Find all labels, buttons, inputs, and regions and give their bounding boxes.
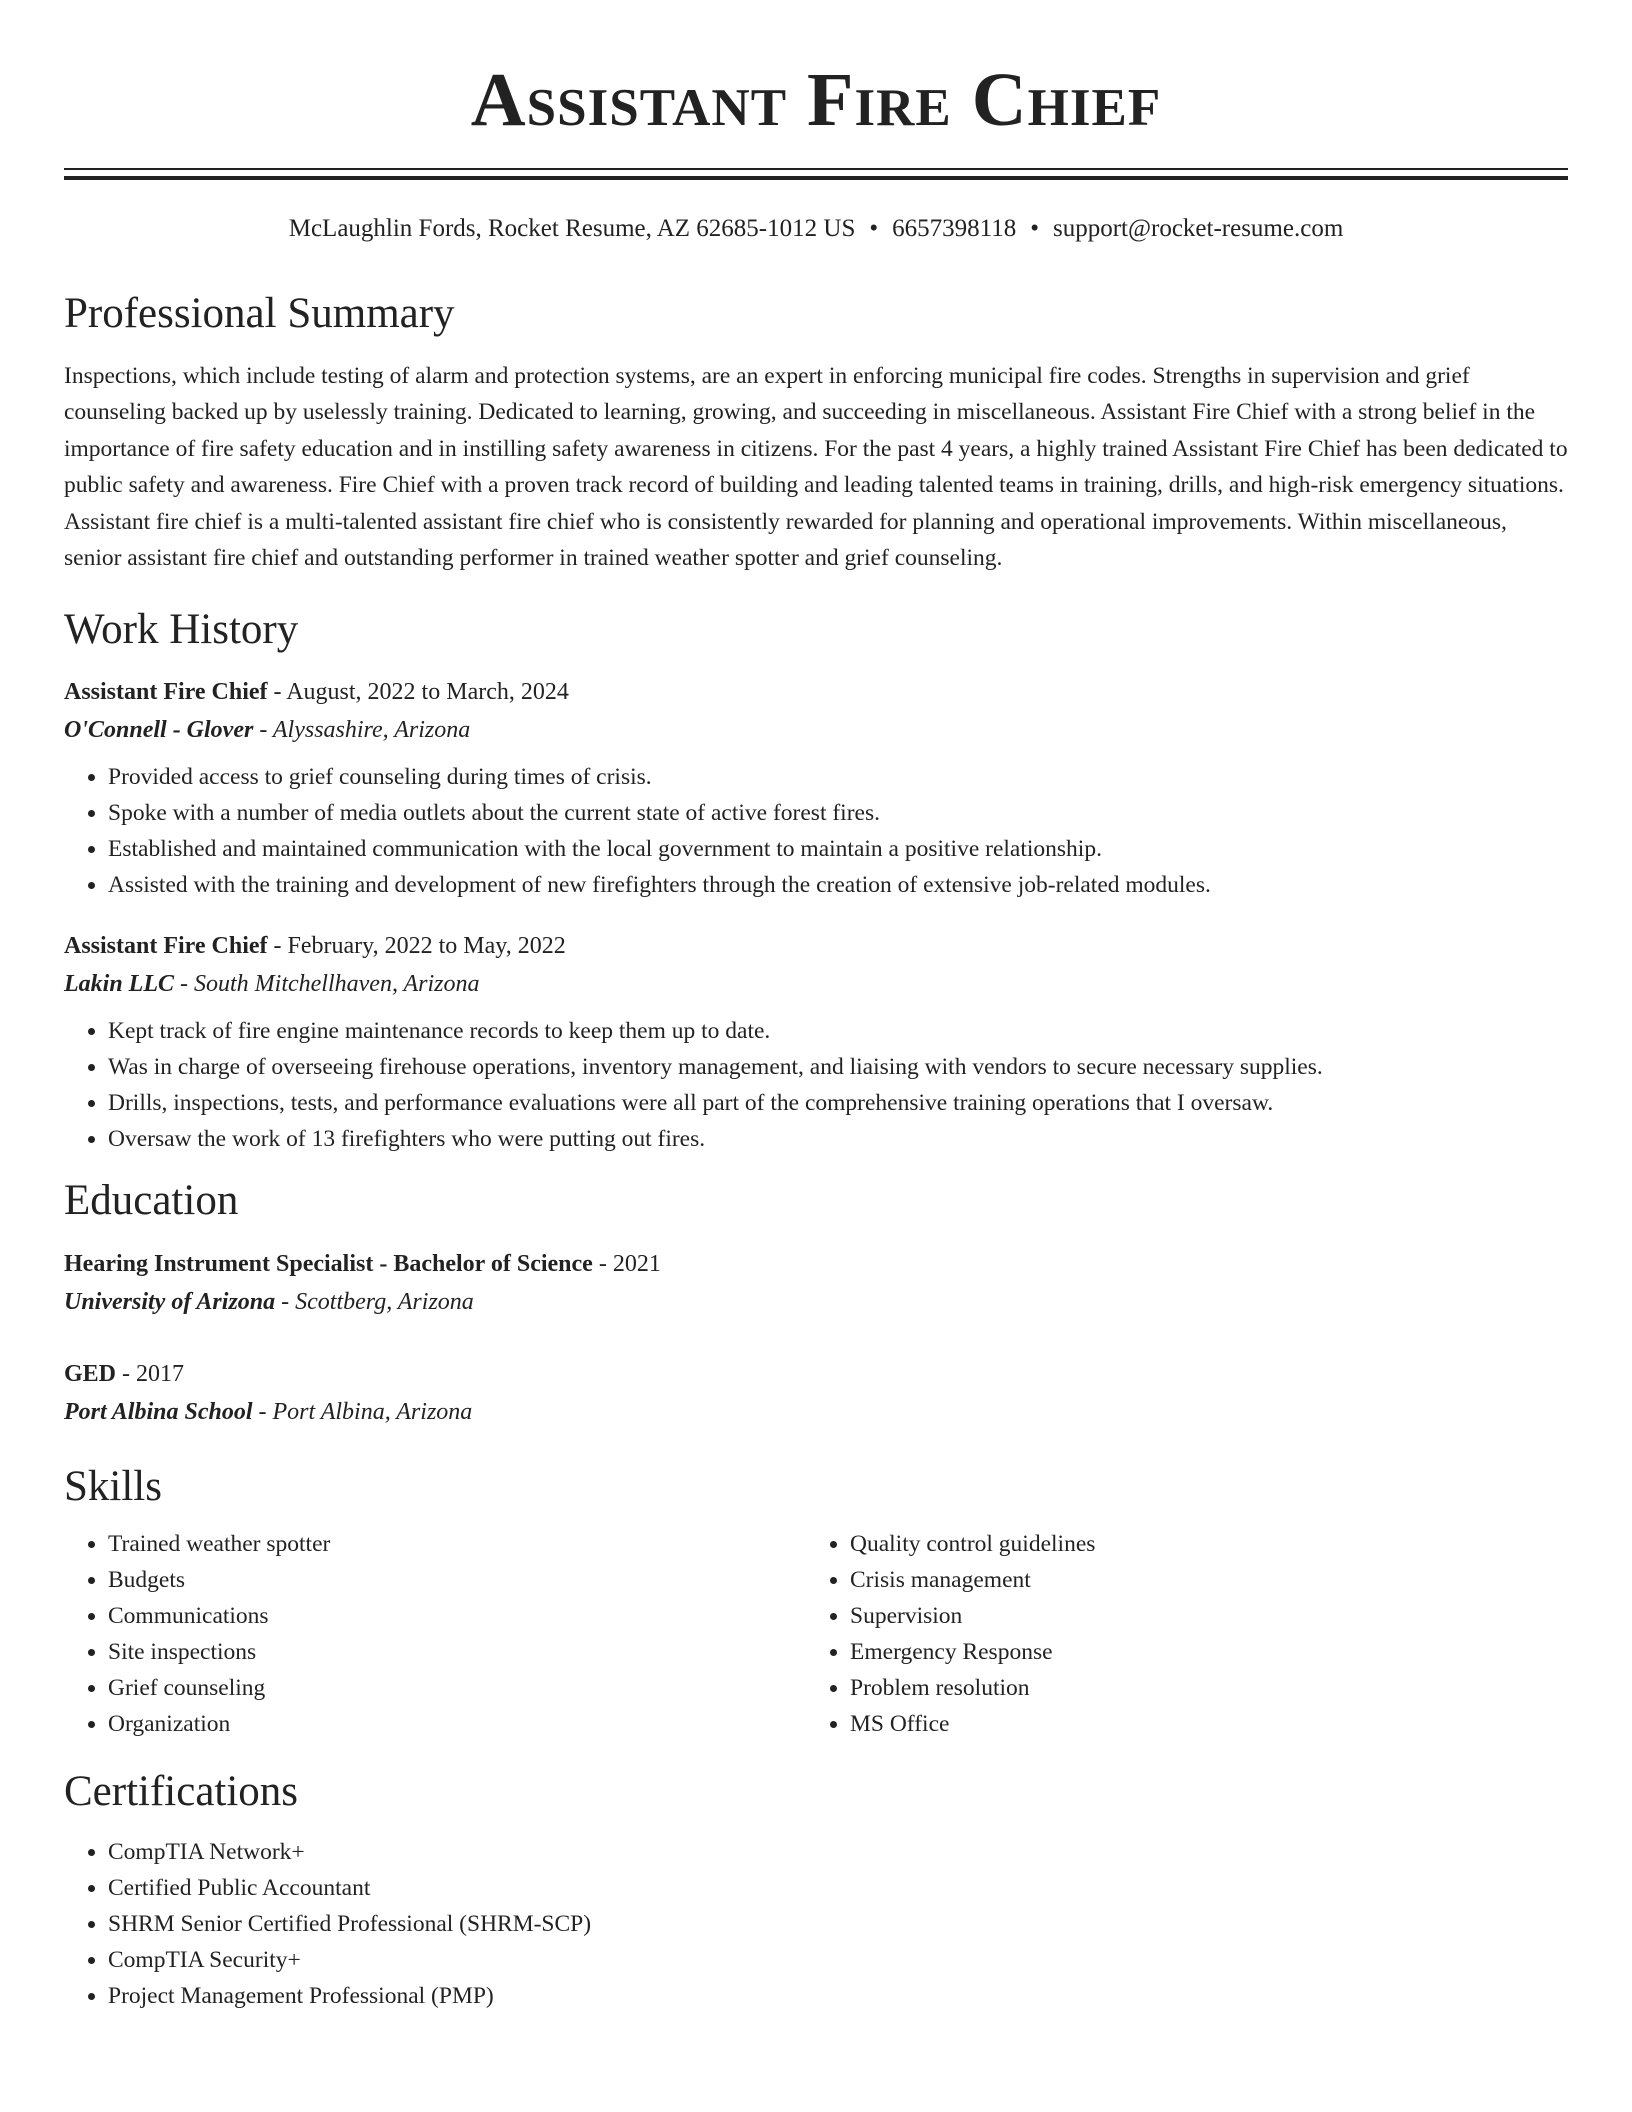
list-item: • Assisted with the training and development of new firefighters through the creation of extensive job-related modules. [108,867,1568,903]
list-item: • Quality control guidelines [850,1526,1548,1562]
title-double-rule [64,168,1568,180]
list-item: • SHRM Senior Certified Professional (SHRM-SCP) [108,1906,1568,1942]
education-school: Port Albina School [64,1398,253,1425]
list-item: • Trained weather spotter [108,1526,806,1562]
education-year: - 2021 [592,1250,661,1277]
list-item: • Emergency Response [850,1634,1548,1670]
job-bullets [64,1013,1568,1157]
list-item: • Drills, inspections, tests, and performance evaluations were all part of the comprehensive training operations that I oversaw. [108,1085,1568,1121]
education-location: - Port Albina, Arizona [252,1398,473,1425]
job-bullets [64,759,1568,903]
education-heading: Education [64,1177,239,1225]
job-company-line [64,965,1568,1003]
contact-line [64,214,1568,244]
work-history-heading: Work History [64,605,299,653]
list-item: • Budgets [108,1562,806,1598]
list-item: • CompTIA Network+ [108,1834,1568,1870]
education-degree-line [64,1355,1568,1393]
list-item: • Oversaw the work of 13 firefighters who were putting out fires. [108,1121,1568,1157]
resume-title: Assistant Fire Chief [470,58,1162,142]
job-company: Lakin LLC [64,971,175,998]
contact-email: support@rocket-resume.com [1052,215,1344,242]
education-year: - 2017 [116,1360,185,1387]
job-title-line [64,673,1568,711]
list-item: • CompTIA Security+ [108,1942,1568,1978]
list-item: • MS Office [850,1706,1548,1742]
education-entry [64,1245,1568,1321]
summary-text: Inspections, which include testing of alarm and protection systems, are an expert in enforcing municipal fire codes. Strengths in supervision and grief counseling backed up by uselessly training. Dedicated to learning, growing, and succeeding in miscellaneous. Assistant Fire Chief with a strong belief in the importance of fire safety education and in instilling safety awareness in citizens. For the past 4 years, a highly trained Assistant Fire Chief has been dedicated to public safety and awareness. Fire Chief with a proven track record of building and leading talented teams in training, drills, and high-risk emergency situations. Assistant fire chief is a multi-talented assistant fire chief who is consistently rewarded for planning and operational improvements. Within miscellaneous, senior assistant fire chief and outstanding performer in trained weather spotter and grief counseling. [64,362,1568,572]
certifications-heading: Certifications [64,1768,299,1816]
list-item: • Supervision [850,1598,1548,1634]
job-dates: - February, 2022 to May, 2022 [267,933,566,960]
skills-list [64,1526,806,1742]
list-item: • Spoke with a number of media outlets about the current state of active forest fires. [108,795,1568,831]
job-company: O'Connell - Glover [64,717,254,744]
education-degree: Hearing Instrument Specialist - Bachelor of Science [64,1250,593,1277]
job-dates: - August, 2022 to March, 2024 [267,679,569,706]
skills-list [806,1526,1548,1742]
contact-separator: • [1030,215,1039,242]
certifications-list [64,1834,1568,2014]
job-title-line [64,927,1568,965]
job-location: - Alyssashire, Arizona [253,717,471,744]
education-school-line [64,1393,1568,1431]
education-degree-line [64,1245,1568,1283]
contact-phone: 6657398118 [892,215,1017,242]
education-location: - Scottberg, Arizona [275,1288,474,1315]
education-school: University of Arizona [64,1288,276,1315]
skills-heading: Skills [64,1462,162,1510]
job-entry [64,673,1568,903]
contact-address: McLaughlin Fords, Rocket Resume, AZ 62685-1012 US [288,215,856,242]
education-degree: GED [64,1360,117,1387]
list-item: • Crisis management [850,1562,1548,1598]
list-item: • Certified Public Accountant [108,1870,1568,1906]
education-entry [64,1355,1568,1431]
list-item: • Grief counseling [108,1670,806,1706]
education-school-line [64,1283,1568,1321]
job-entry [64,927,1568,1157]
job-title: Assistant Fire Chief [64,679,268,706]
list-item: • Organization [108,1706,806,1742]
summary-heading: Professional Summary [64,290,455,337]
job-location: - South Mitchellhaven, Arizona [174,971,480,998]
list-item: • Established and maintained communication with the local government to maintain a positive relationship. [108,831,1568,867]
job-company-line [64,711,1568,749]
list-item: • Communications [108,1598,806,1634]
list-item: • Kept track of fire engine maintenance records to keep them up to date. [108,1013,1568,1049]
list-item: • Provided access to grief counseling during times of crisis. [108,759,1568,795]
skills-grid [64,1526,1568,1742]
list-item: • Problem resolution [850,1670,1548,1706]
job-title: Assistant Fire Chief [64,933,268,960]
list-item: • Site inspections [108,1634,806,1670]
skills-column-left [64,1526,806,1742]
list-item: • Project Management Professional (PMP) [108,1978,1568,2014]
contact-separator: • [869,215,879,242]
skills-column-right [806,1526,1548,1742]
list-item: • Was in charge of overseeing firehouse operations, inventory management, and liaising with vendors to secure necessary supplies. [108,1049,1568,1085]
